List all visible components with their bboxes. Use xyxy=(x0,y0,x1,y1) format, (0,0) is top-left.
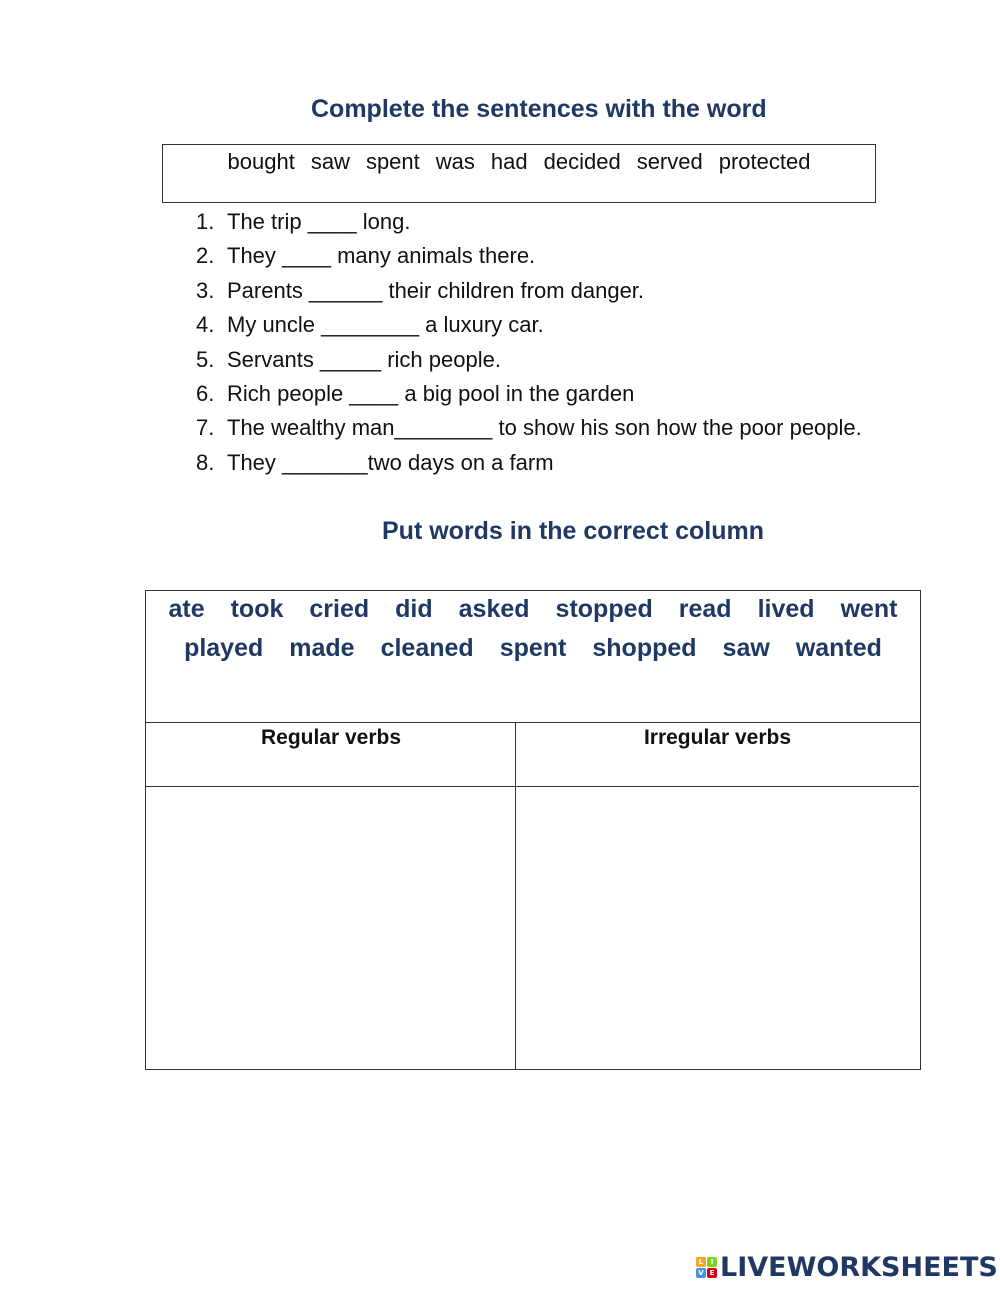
verb-word[interactable]: wanted xyxy=(795,634,882,662)
sentence-item xyxy=(196,205,862,239)
word-bank-row-1 xyxy=(146,595,920,624)
sentence-item xyxy=(196,343,862,377)
sentence-number: 7. xyxy=(196,415,215,441)
regular-verbs-drop-area[interactable] xyxy=(146,788,515,1069)
column-divider xyxy=(515,722,516,1069)
liveworksheets-logo xyxy=(696,1252,998,1283)
sentence-number: 3. xyxy=(196,277,215,303)
sentence-item xyxy=(196,377,862,411)
exercise2-word-bank xyxy=(146,591,920,723)
sentence-text: Parents ______ their children from danger. xyxy=(227,277,645,303)
sentence-number: 1. xyxy=(196,209,215,234)
sentence-text: They _______two days on a farm xyxy=(227,449,554,475)
verb-word[interactable]: took xyxy=(230,595,284,623)
verb-word[interactable]: made xyxy=(289,634,355,662)
logo-tile: L xyxy=(696,1257,706,1267)
word-bank-word: served xyxy=(636,149,703,174)
word-bank-row-2 xyxy=(146,634,920,663)
brand-name: LIVEWORKSHEETS xyxy=(720,1252,998,1283)
verb-word[interactable]: did xyxy=(395,595,433,623)
sentence-item xyxy=(196,411,862,445)
word-bank-word: was xyxy=(435,149,475,174)
sentence-number: 8. xyxy=(196,449,215,475)
sentence-number: 5. xyxy=(196,346,215,372)
verb-word[interactable]: played xyxy=(184,634,264,662)
verb-word[interactable]: cried xyxy=(309,595,370,623)
logo-tile: I xyxy=(707,1257,717,1267)
verb-word[interactable]: read xyxy=(678,595,732,623)
sentence-item xyxy=(196,274,862,308)
exercise1-title: Complete the sentences with the word xyxy=(311,95,767,123)
logo-tile: V xyxy=(696,1268,706,1278)
sentence-text: The trip ____ long. xyxy=(227,209,411,234)
verb-word[interactable]: stopped xyxy=(555,595,653,623)
exercise1-sentence-list xyxy=(196,205,862,480)
sentence-item xyxy=(196,239,862,273)
sentence-number: 2. xyxy=(196,243,215,269)
verb-word[interactable]: cleaned xyxy=(380,634,474,662)
word-bank-word: decided xyxy=(543,149,621,174)
sentence-number: 6. xyxy=(196,381,215,407)
sentence-text: My uncle ________ a luxury car. xyxy=(227,312,544,338)
verb-word[interactable]: ate xyxy=(168,595,205,623)
word-bank-word: bought xyxy=(227,149,295,174)
word-bank-word: had xyxy=(490,149,528,174)
sentence-number: 4. xyxy=(196,312,215,338)
irregular-verbs-header: Irregular verbs xyxy=(516,722,919,787)
verb-word[interactable]: saw xyxy=(722,634,770,662)
verb-sort-table xyxy=(145,590,921,1070)
sentence-text: Rich people ____ a big pool in the garden xyxy=(227,381,635,407)
liveworksheets-logo-icon xyxy=(696,1257,717,1278)
sentence-item xyxy=(196,308,862,342)
verb-word[interactable]: shopped xyxy=(592,634,697,662)
verb-word[interactable]: asked xyxy=(458,595,530,623)
sentence-text: They ____ many animals there. xyxy=(227,243,536,269)
verb-word[interactable]: lived xyxy=(757,595,815,623)
irregular-verbs-drop-area[interactable] xyxy=(517,788,920,1069)
exercise1-word-bank xyxy=(162,144,876,203)
logo-tile: E xyxy=(707,1268,717,1278)
word-bank-word: saw xyxy=(310,149,350,174)
sentence-text: The wealthy man________ to show his son how the poor people. xyxy=(227,415,862,441)
verb-word[interactable]: spent xyxy=(499,634,567,662)
sentence-text: Servants _____ rich people. xyxy=(227,346,501,372)
exercise2-title: Put words in the correct column xyxy=(382,517,764,545)
word-bank-word: protected xyxy=(718,149,811,174)
sentence-item xyxy=(196,446,862,480)
verb-word[interactable]: went xyxy=(840,595,898,623)
word-bank-word: spent xyxy=(365,149,420,174)
regular-verbs-header: Regular verbs xyxy=(146,722,516,787)
